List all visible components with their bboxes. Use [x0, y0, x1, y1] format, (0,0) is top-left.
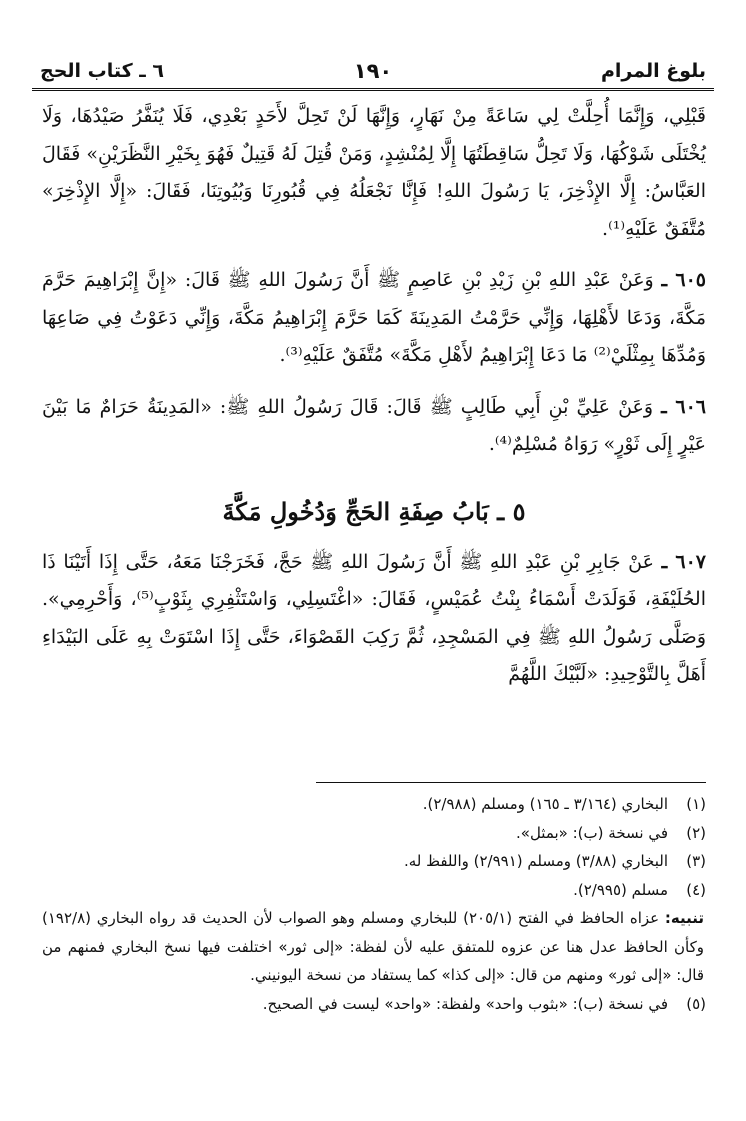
- editor-note: [42, 904, 706, 990]
- editor-note-label: تنبيه:: [664, 909, 704, 927]
- hadith-number: ٦٠٦ ـ: [661, 395, 706, 418]
- hadith-paragraph: [42, 262, 706, 375]
- hadith-paragraph: [42, 389, 706, 464]
- footnotes: [42, 790, 706, 1018]
- page-number: ١٩٠: [353, 59, 393, 83]
- footnote-mark: (٣): [686, 852, 706, 870]
- footnote-mark: (٤): [686, 880, 706, 899]
- footnote-mark: (٥): [686, 994, 706, 1013]
- footnote-text: مسلم (٢/٩٩٥).: [573, 880, 668, 899]
- footnote: [42, 819, 706, 848]
- footnote: [42, 847, 706, 876]
- footnote-divider: [316, 782, 706, 783]
- paragraph-text: قَبْلِي، وَإِنَّمَا أُحِلَّتْ لِي سَاعَةً مِنْ نَهَارٍ، وَإِنَّهَا لَنْ تَحِلَّ لأَحَدٍ بَعْدِي، فَلَا يُنَفَّرُ صَيْدُهَا، وَلَا يُخْتَلَى شَوْكُهَا، وَلَا تَحِلُّ سَاقِطَتُهَا إِلَّا لِمُنْشِدٍ، وَمَنْ قُتِلَ لَهُ قَتِيلٌ فَهُوَ بِخَيْرِ النَّظَرَيْنِ» فَقَالَ العَبَّاسُ: إِلَّا الإِذْخِرَ، يَا رَسُولَ اللهِ! فَإِنَّا نَجْعَلُهُ فِي قُبُورِنَا وَبُيُوتِنَا، فَقَالَ: «إِلَّا الإِذْخِرَ» مُتَّفَقٌ عَلَيْهِ⁽¹⁾.: [42, 105, 706, 240]
- footnote-text: في نسخة (ب): «بثوب واحد» ولفظة: «واحد» ليست في الصحيح.: [262, 994, 668, 1013]
- footnote-mark: (٢): [686, 823, 706, 842]
- hadith-paragraph: [42, 98, 706, 248]
- running-header: [40, 58, 706, 86]
- footnote-mark: (١): [686, 795, 706, 813]
- main-text: [42, 98, 706, 694]
- paragraph-text: وَعَنْ عَلِيِّ بْنِ أَبِي طَالِبٍ ﷺ قَالَ: قَالَ رَسُولُ اللهِ ﷺ: «المَدِينَةُ حَرَامٌ مَا بَيْنَ عَيْرٍ إِلَى ثَوْرٍ» رَوَاهُ مُسْلِمٌ⁽⁴⁾.: [42, 395, 706, 455]
- footnote: [42, 990, 706, 1019]
- book-title: بلوغ المرام: [600, 60, 706, 82]
- paragraph-text: وَعَنْ عَبْدِ اللهِ بْنِ زَيْدِ بْنِ عَاصِمٍ ﷺ أَنَّ رَسُولَ اللهِ ﷺ قَالَ: «إِنَّ إِبْرَاهِيمَ حَرَّمَ مَكَّةَ، وَدَعَا لأَهْلِهَا، وَإِنِّي حَرَّمْتُ المَدِينَةَ كَمَا حَرَّمَ إِبْرَاهِيمُ مَكَّةَ، وَإِنِّي دَعَوْتُ فِي صَاعِهَا وَمُدِّهَا بِمِثْلَيْ⁽²⁾ مَا دَعَا إِبْرَاهِيمُ لأَهْلِ مَكَّةَ» مُتَّفَقٌ عَلَيْهِ⁽³⁾.: [42, 269, 706, 366]
- hadith-number: ٦٠٧ ـ: [661, 550, 707, 573]
- chapter-heading: ٥ ـ بَابُ صِفَةِ الحَجِّ وَدُخُولِ مَكَّةَ: [222, 496, 526, 526]
- footnote: [42, 790, 706, 819]
- footnote-text: في نسخة (ب): «بمثل».: [516, 823, 668, 842]
- header-divider: [32, 88, 714, 91]
- section-title: ٦ ـ كتاب الحج: [40, 60, 165, 82]
- footnote: [42, 876, 706, 905]
- footnote-text: البخاري (٣/١٦٤ ـ ١٦٥) ومسلم (٢/٩٨٨).: [422, 795, 668, 813]
- hadith-paragraph: [42, 544, 706, 694]
- hadith-number: ٦٠٥ ـ: [661, 269, 707, 291]
- paragraph-text: عَنْ جَابِرِ بْنِ عَبْدِ اللهِ ﷺ أَنَّ رَسُولَ اللهِ ﷺ حَجَّ، فَخَرَجْنَا مَعَهُ، حَتَّى إِذَا أَتَيْنَا ذَا الحُلَيْفَةِ، فَوَلَدَتْ أَسْمَاءُ بِنْتُ عُمَيْسٍ، فَقَالَ: «اغْتَسِلِي، وَاسْتَثْفِرِي بِثَوْبٍ⁽⁵⁾، وَأَحْرِمِي». وَصَلَّى رَسُولُ اللهِ ﷺ فِي المَسْجِدِ، ثُمَّ رَكِبَ القَصْوَاءَ، حَتَّى إِذَا اسْتَوَتْ بِهِ عَلَى البَيْدَاءِ أَهَلَّ بِالتَّوْحِيدِ: «لَبَّيْكَ اللَّهُمَّ: [42, 550, 707, 685]
- footnote-text: البخاري (٣/٨٨) ومسلم (٢/٩٩١) واللفظ له.: [403, 852, 668, 870]
- editor-note-text: عزاه الحافظ في الفتح (٢٠٥/١) للبخاري ومسلم وهو الصواب لأن الحديث قد رواه البخاري (١٩٢/٨) وكأن الحافظ عدل هنا عن عزوه للمتفق عليه لأن لفظة: «إلى ثور» اختلفت فيها نسخ البخاري فمنهم من قال: «إلى ثور» ومنهم من قال: «إلى كذا» كما يستفاد من نسخة اليونيني.: [42, 909, 704, 984]
